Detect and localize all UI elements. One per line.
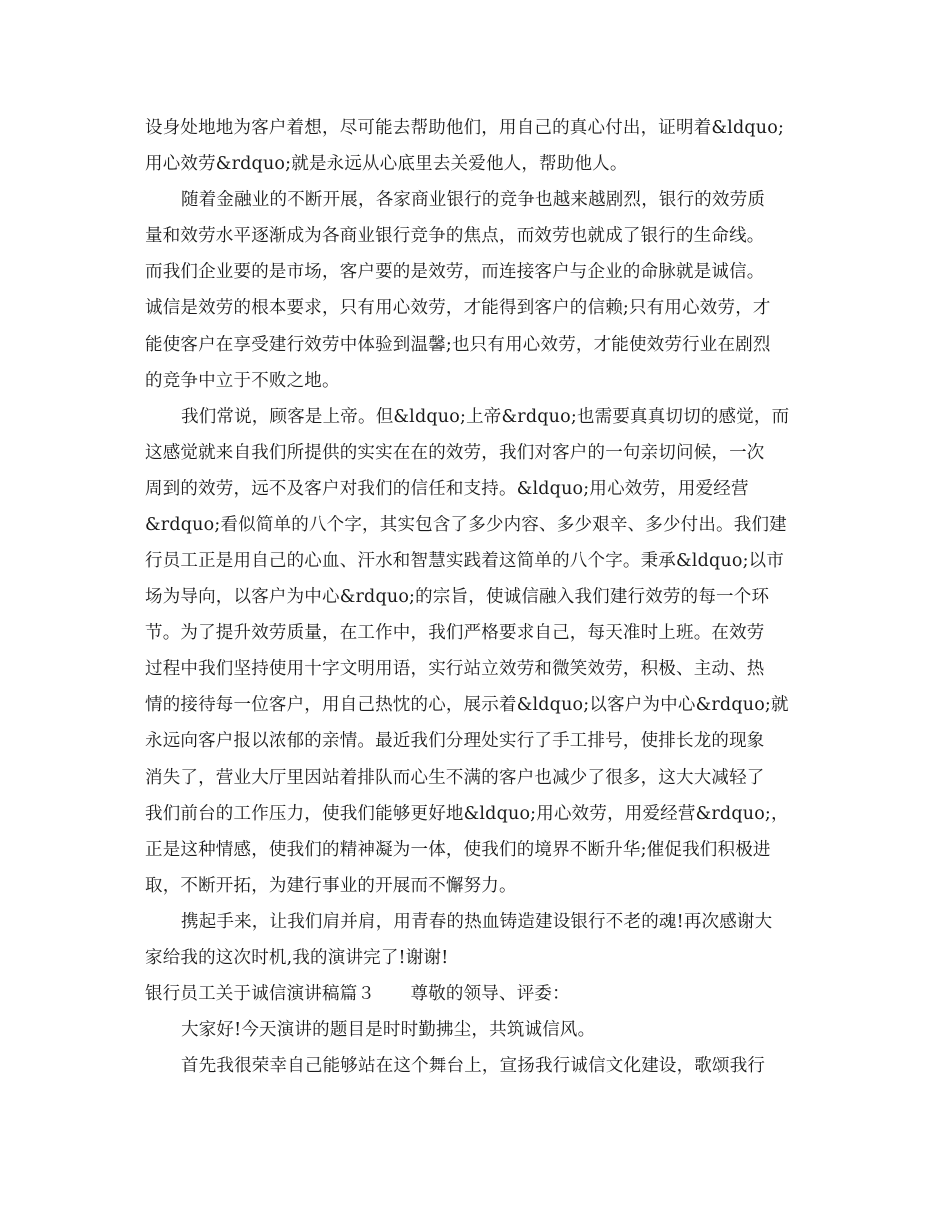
text-line: 首先我很荣幸自己能够站在这个舞台上，宣扬我行诚信文化建设，歌颂我行 (181, 1056, 766, 1076)
text-line: 能使客户在享受建行效劳中体验到温馨;也只有用心效劳，才能使效劳行业在剧烈 (145, 335, 771, 355)
text-line: 过程中我们坚持使用十字文明用语，实行站立效劳和微笑效劳，积极、主动、热 (145, 659, 765, 679)
text-line: 诚信是效劳的根本要求，只有用心效劳，才能得到客户的信赖;只有用心效劳，才 (145, 298, 771, 318)
text-line: 周到的效劳，远不及客户对我们的信任和支持。&ldquo;用心效劳，用爱经营 (145, 479, 749, 499)
text-line: 设身处地地为客户着想，尽可能去帮助他们，用自己的真心付出，证明着&ldquo; (145, 118, 785, 138)
text-line: 用心效劳&rdquo;就是永远从心底里去关爱他人，帮助他人。 (145, 154, 628, 174)
text-line: 永远向客户报以浓郁的亲情。最近我们分理处实行了手工排号，使排长龙的现象 (145, 731, 765, 751)
text-line: 我们前台的工作压力，使我们能够更好地&ldquo;用心效劳，用爱经营&rdquo;， (145, 804, 789, 824)
text-line: 我们常说，顾客是上帝。但&ldquo;上帝&rdquo;也需要真真切切的感觉，而 (181, 407, 790, 427)
text-line: 的竞争中立于不败之地。 (145, 371, 340, 391)
text-line: 携起手来，让我们肩并肩，用青春的热血铸造建设银行不老的魂!再次感谢大 (181, 912, 773, 932)
text-line: 情的接待每一位客户，用自己热忱的心，展示着&ldquo;以客户为中心&rdquo;就 (145, 695, 789, 715)
text-line: 家给我的这次时机,我的演讲完了!谢谢! (145, 948, 449, 968)
text-line: 取，不断开拓，为建行事业的开展而不懈努力。 (145, 876, 517, 896)
text-line: 而我们企业要的是市场，客户要的是效劳，而连接客户与企业的命脉就是诚信。 (145, 262, 765, 282)
text-line: 这感觉就来自我们所提供的实实在在的效劳，我们对客户的一句亲切问候，一次 (145, 443, 765, 463)
text-line: 大家好!今天演讲的题目是时时勤拂尘，共筑诚信风。 (181, 1020, 596, 1040)
text-line: 行员工正是用自己的心血、汗水和智慧实践着这简单的八个字。秉承&ldquo;以市 (145, 551, 785, 571)
text-line: &rdquo;看似简单的八个字，其实包含了多少内容、多少艰辛、多少付出。我们建 (145, 515, 787, 535)
text-line: 消失了，营业大厅里因站着排队而心生不满的客户也减少了很多，这大大减轻了 (145, 768, 765, 788)
text-line: 节。为了提升效劳质量，在工作中，我们严格要求自己，每天准时上班。在效劳 (145, 623, 765, 643)
text-line: 场为导向，以客户为中心&rdquo;的宗旨，使诚信融入我们建行效劳的每一个环 (145, 587, 770, 607)
text-line: 量和效劳水平逐渐成为各商业银行竞争的焦点，而效劳也就成了银行的生命线。 (145, 226, 765, 246)
text-line: 正是这种情感，使我们的精神凝为一体，使我们的境界不断升华;催促我们积极进 (145, 840, 771, 860)
section-heading: 银行员工关于诚信演讲稿篇３ 尊敬的领导、评委： (145, 984, 570, 1004)
text-line: 随着金融业的不断开展，各家商业银行的竞争也越来越剧烈，银行的效劳质 (181, 190, 766, 210)
